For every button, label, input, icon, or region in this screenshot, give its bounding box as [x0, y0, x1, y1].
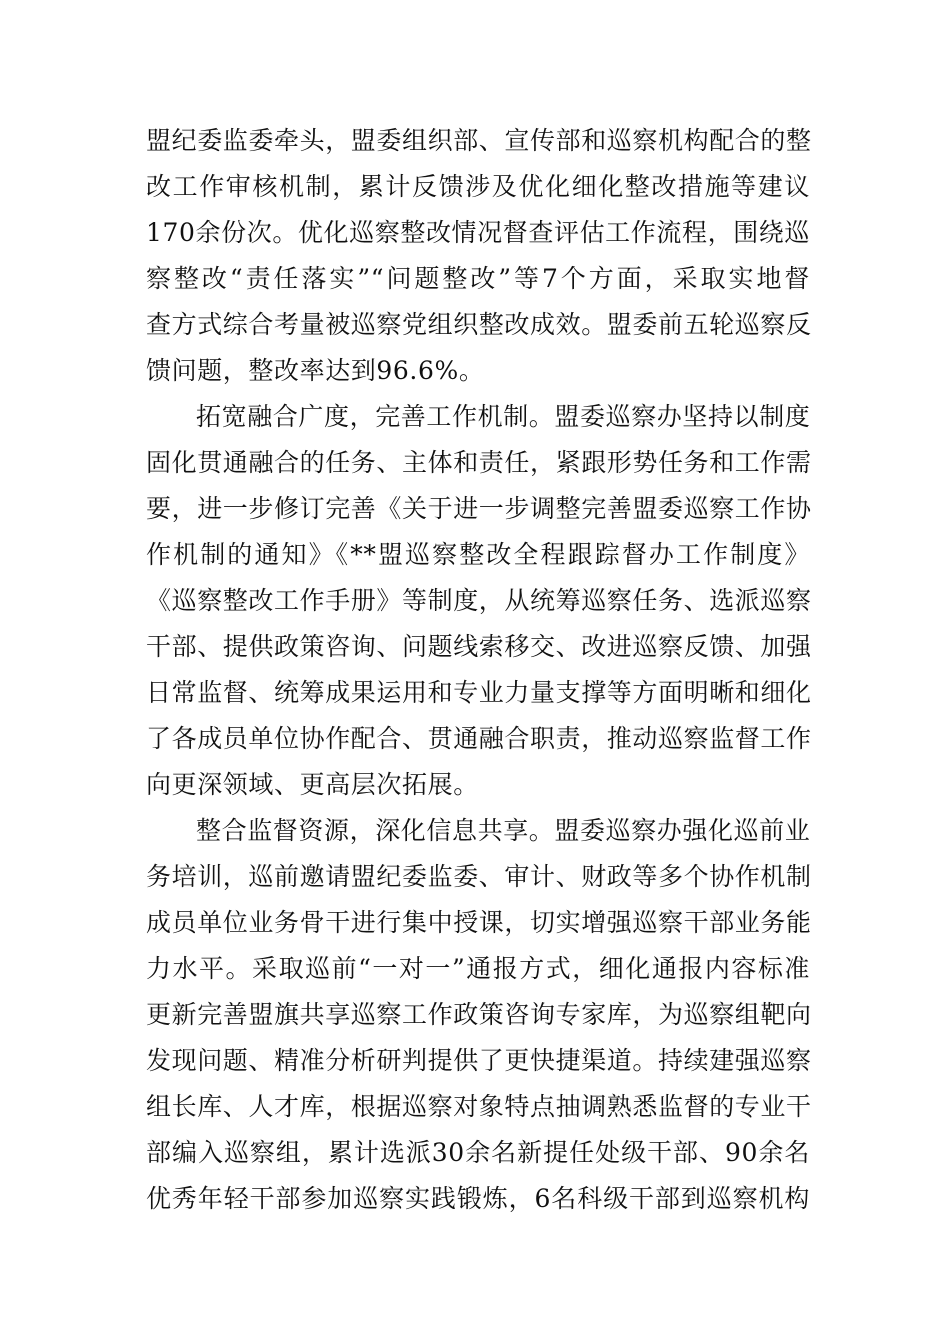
text-line: 力水平。采取巡前“一对一”通报方式，细化通报内容标准 [146, 954, 810, 983]
text-line: 优秀年轻干部参加巡察实践锻炼，6名科级干部到巡察机构 [146, 1184, 810, 1213]
text-line: 察整改“责任落实”“问题整改”等7个方面，采取实地督 [146, 264, 810, 293]
text-line: 干部、提供政策咨询、问题线索移交、改进巡察反馈、加强 [146, 632, 812, 661]
text-line: 固化贯通融合的任务、主体和责任，紧跟形势任务和工作需 [146, 448, 812, 477]
text-line: 了各成员单位协作配合、贯通融合职责，推动巡察监督工作 [146, 724, 812, 753]
paragraph-rectification-review [146, 118, 810, 394]
text-line: 组长库、人才库，根据巡察对象特点抽调熟悉监督的专业干 [146, 1092, 812, 1121]
text-line: 发现问题、精准分析研判提供了更快捷渠道。持续建强巡察 [146, 1046, 812, 1075]
paragraph-information-sharing [146, 808, 810, 1222]
text-line: 查方式综合考量被巡察党组织整改成效。盟委前五轮巡察反 [146, 310, 812, 339]
text-line: 拓宽融合广度，完善工作机制。盟委巡察办坚持以制度 [196, 402, 811, 431]
text-line: 部编入巡察组，累计选派30余名新提任处级干部、90余名 [146, 1138, 810, 1167]
text-line: 作机制的通知》《**盟巡察整改全程跟踪督办工作制度》 [146, 540, 810, 569]
text-line: 向更深领域、更高层次拓展。 [146, 770, 479, 799]
text-line: 成员单位业务骨干进行集中授课，切实增强巡察干部业务能 [146, 908, 812, 937]
text-line: 整合监督资源，深化信息共享。盟委巡察办强化巡前业 [196, 816, 811, 845]
text-line: 《巡察整改工作手册》等制度，从统筹巡察任务、选派巡察 [146, 586, 812, 615]
text-line: 改工作审核机制，累计反馈涉及优化细化整改措施等建议 [146, 172, 810, 201]
text-line: 更新完善盟旗共享巡察工作政策咨询专家库，为巡察组靶向 [146, 1000, 812, 1029]
text-line: 日常监督、统筹成果运用和专业力量支撑等方面明晰和细化 [146, 678, 812, 707]
paragraph-work-mechanism [146, 394, 810, 808]
text-line: 170余份次。优化巡察整改情况督查评估工作流程，围绕巡 [146, 218, 810, 247]
text-line: 盟纪委监委牵头，盟委组织部、宣传部和巡察机构配合的整 [146, 126, 812, 155]
text-line: 要，进一步修订完善《关于进一步调整完善盟委巡察工作协 [146, 494, 812, 523]
text-line: 务培训，巡前邀请盟纪委监委、审计、财政等多个协作机制 [146, 862, 812, 891]
text-line: 馈问题，整改率达到96.6%。 [146, 356, 485, 385]
document-body [146, 118, 810, 1222]
